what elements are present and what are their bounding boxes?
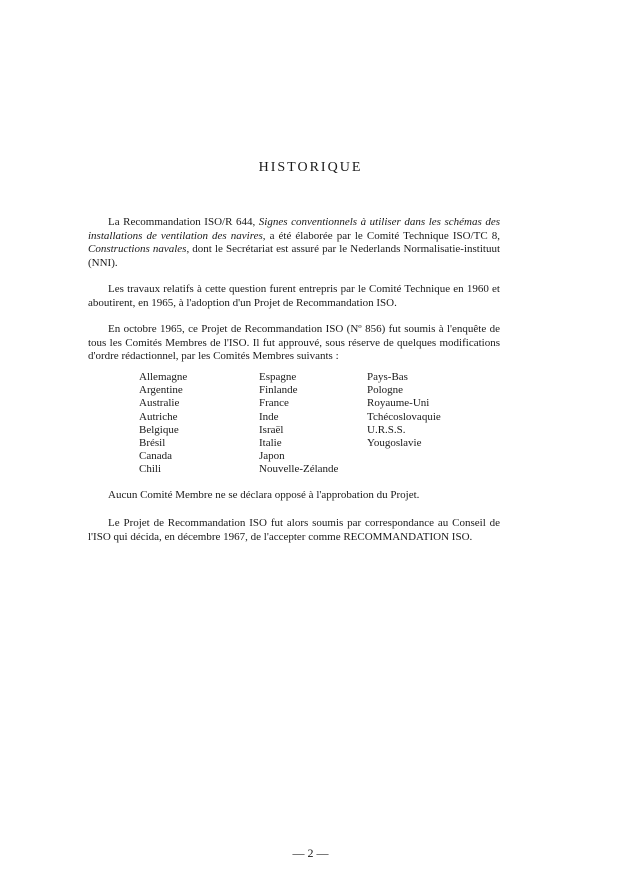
country-item: Pays-Bas <box>367 371 408 383</box>
paragraph-origin-italic-title: Signes conventionnels à utiliser dans les schémas des installations de ventilation des navires <box>88 216 500 242</box>
paragraph-origin-start: La Recommandation ISO/R 644, <box>108 216 259 228</box>
country-item: Brésil <box>139 437 166 450</box>
country-item: U.R.S.S. <box>367 423 406 436</box>
countries-column-1 <box>139 371 259 477</box>
page-title: HISTORIQUE <box>258 160 363 175</box>
paragraph-origin-mid: , a été élaborée par le Comité Technique ISO/TC 8, <box>262 229 500 242</box>
country-item: Chili <box>139 463 162 476</box>
country-item: Tchécoslovaquie <box>367 410 441 423</box>
country-item: Pologne <box>367 384 404 397</box>
country-item: Allemagne <box>139 371 188 383</box>
page-number: — 2 — <box>292 846 329 860</box>
country-item: Inde <box>259 410 279 423</box>
paragraph-origin <box>88 216 500 270</box>
paragraph-no-opposition: Aucun Comité Membre ne se déclara opposé à l'approbation du Projet. <box>108 489 420 501</box>
country-item: Royaume-Uni <box>367 397 430 410</box>
country-item: Argentine <box>139 384 183 397</box>
countries-column-2 <box>259 371 379 477</box>
country-item: Nouvelle-Zélande <box>259 463 339 476</box>
country-item: Autriche <box>139 410 178 423</box>
paragraph-council-decision: Le Projet de Recommandation ISO fut alors soumis par correspondance au Conseil de l'ISO qui décida, en décembre 1967, de l'accepter comme RECOMMANDATION ISO. <box>88 517 500 543</box>
country-item: Yougoslavie <box>367 437 422 450</box>
paragraph-enquiry: En octobre 1965, ce Projet de Recommandation ISO (Nº 856) fut soumis à l'enquête de tous les Comités Membres de l'ISO. Il fut approuvé, sous réserve de quelques modifications d'ordre rédactionnel, par les Comités Membres suivants : <box>88 323 500 362</box>
country-item: Australie <box>139 397 180 410</box>
paragraph-origin-italic-committee: Constructions navales <box>88 243 187 255</box>
country-item: Japon <box>259 450 285 463</box>
countries-column-3 <box>367 371 487 450</box>
paragraph-origin-end: , dont le Secrétariat est assuré par le Nederlands Normalisatie-instituut (NNI). <box>88 243 501 269</box>
paragraph-work: Les travaux relatifs à cette question furent entrepris par le Comité Technique en 1960 et aboutirent, en 1965, à l'adoption d'un Projet de Recommandation ISO. <box>88 283 500 309</box>
country-item: Belgique <box>139 423 179 436</box>
country-item: Israël <box>259 423 284 436</box>
country-item: Italie <box>259 437 282 450</box>
country-item: Espagne <box>259 371 297 383</box>
country-item: France <box>259 397 289 410</box>
country-item: Canada <box>139 450 172 463</box>
country-item: Finlande <box>259 384 298 397</box>
